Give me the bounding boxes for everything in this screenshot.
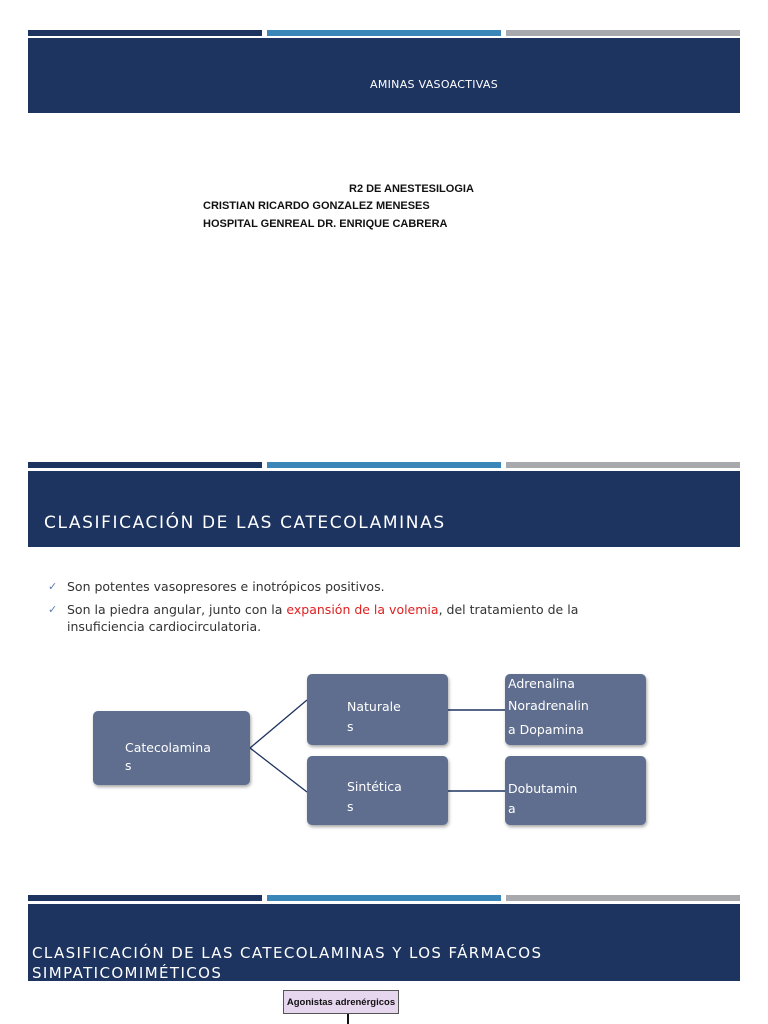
box-text: Naturale xyxy=(347,699,401,714)
title-band xyxy=(28,904,740,981)
accent-bar-gray xyxy=(506,30,740,36)
box-text: Adrenalina xyxy=(508,676,575,691)
bullet-list xyxy=(48,578,648,641)
box-naturales xyxy=(307,674,448,745)
slide-title-line-1: CLASIFICACIÓN DE LAS CATECOLAMINAS Y LOS FÁRMACOS xyxy=(32,944,543,962)
accent-bar-gray xyxy=(506,462,740,468)
title-band xyxy=(28,471,740,547)
bullet-item xyxy=(48,601,648,635)
box-text: s xyxy=(347,719,354,734)
accent-bar-blue xyxy=(267,895,501,901)
box-text: Dobutamin xyxy=(508,781,578,796)
author-line-1: R2 DE ANESTESILOGIA xyxy=(349,183,474,195)
agonistas-box: Agonistas adrenérgicos xyxy=(283,990,399,1014)
box-text: s xyxy=(125,758,132,773)
bullet-text: Son la piedra angular, junto con la xyxy=(67,602,287,617)
connector-line xyxy=(250,700,307,748)
box-catecolaminas xyxy=(93,711,250,785)
accent-bar-navy xyxy=(28,462,262,468)
box-text: Catecolamina xyxy=(125,740,211,755)
box-text: s xyxy=(347,799,354,814)
bullet-text: Son potentes vasopresores e inotrópicos positivos. xyxy=(67,579,385,594)
box-natural-drugs xyxy=(505,674,646,745)
slide-title: AMINAS VASOACTIVAS xyxy=(370,78,498,91)
accent-bar-navy xyxy=(28,30,262,36)
box-text: Noradrenalin xyxy=(508,698,589,713)
checkmark-icon: ✓ xyxy=(48,603,58,616)
slide-title-line-2: SIMPATICOMIMÉTICOS xyxy=(32,964,223,981)
box-synthetic-drugs xyxy=(505,756,646,825)
box-sinteticas xyxy=(307,756,448,825)
checkmark-icon: ✓ xyxy=(48,580,58,593)
box-text: a xyxy=(508,801,516,816)
bullet-item xyxy=(48,578,648,595)
accent-bar-gray xyxy=(506,895,740,901)
accent-bar-blue xyxy=(267,462,501,468)
connector-line xyxy=(347,1014,349,1024)
accent-bar-navy xyxy=(28,895,262,901)
bullet-text: , del tratamiento de la insuficiencia cardiocirculatoria. xyxy=(67,602,579,634)
highlighted-text: expansión de la volemia xyxy=(286,602,439,617)
author-line-3: HOSPITAL GENREAL DR. ENRIQUE CABRERA xyxy=(203,218,448,230)
accent-bar-blue xyxy=(267,30,501,36)
slide-title: CLASIFICACIÓN DE LAS CATECOLAMINAS xyxy=(44,513,446,533)
author-line-2: CRISTIAN RICARDO GONZALEZ MENESES xyxy=(203,200,430,212)
connector-line xyxy=(250,748,307,792)
title-band xyxy=(28,38,740,113)
box-text: a Dopamina xyxy=(508,722,584,737)
box-text: Sintética xyxy=(347,779,402,794)
